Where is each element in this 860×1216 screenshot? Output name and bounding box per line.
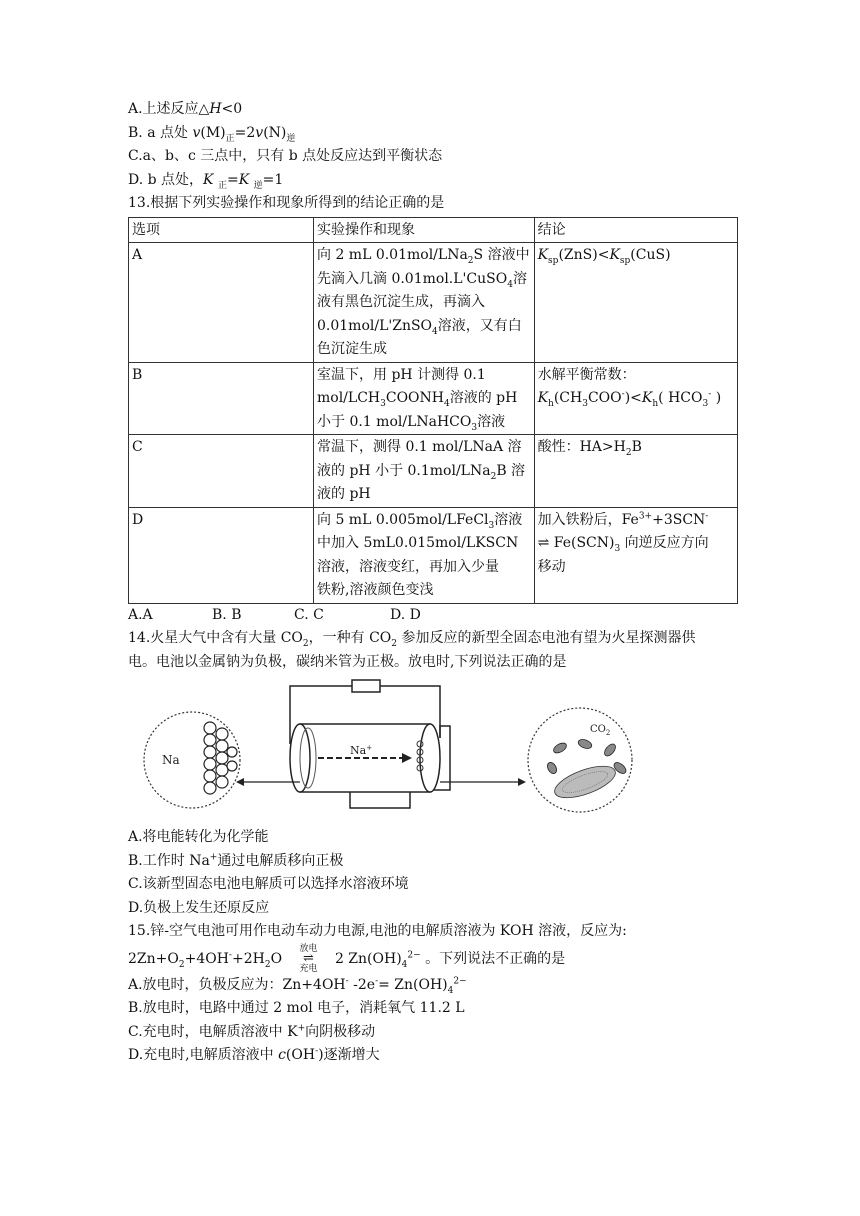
row-d-option: D — [129, 507, 314, 603]
q12-option-a: A.上述反应△H<0 — [128, 101, 243, 117]
reversible-arrow: 放电 ⇌ 充电 — [299, 943, 318, 974]
row-b-option: B — [129, 362, 314, 435]
row-c-conclusion: 酸性：$HA>H_2B$ — [534, 435, 737, 508]
battery-diagram — [140, 678, 740, 824]
row-c-option: C — [129, 435, 314, 508]
q15-option-b: B.放电时，电路中通过 2 mol 电子，消耗氧气 11.2 L — [128, 1000, 465, 1016]
ion-label: Na+ — [350, 744, 373, 757]
q15-reaction-line: $2Zn+O_2+4OH^-+2H_2O$ 放电 ⇌ 充电 2 $Zn(OH)_4^{2-}$ 。下列说法不正确的是 — [128, 943, 566, 974]
q13-answer-options — [128, 604, 740, 628]
header-operation: 实验操作和现象 — [314, 217, 535, 243]
q15-option-c: C.充电时，电解质溶液中 K+向阴极移动 — [128, 1022, 376, 1040]
table-row — [129, 507, 738, 603]
q13-table — [128, 217, 738, 604]
row-d-conclusion: 加入铁粉后，$Fe^{3+}+3SCN^-$ ⇌ $Fe(SCN)_3$ 向逆反应方向 移动 — [534, 507, 737, 603]
table-row — [129, 243, 738, 363]
row-a-option: A — [129, 243, 314, 363]
table-row — [129, 362, 738, 435]
battery-diagram-svg — [140, 678, 740, 824]
table-header-row — [129, 217, 738, 243]
q15-option-d: D.充电时,电解质溶液中 c(OH-)逐渐增大 — [128, 1046, 380, 1063]
q12-option-b: B. a 点处 $v(M)_正=2v(N)_逆$ — [128, 124, 296, 144]
q14-stem-line-1: 14.火星大气中含有大量 $CO_2$，一种有 $CO_2$ 参加反应的新型全固态电池有望为火星探测器供 — [128, 630, 696, 649]
q13-answer-b: B. B — [212, 606, 242, 623]
row-a-operation: 向 2 mL 0.01mol/LNa$_2$S 溶液中 先滴入几滴 0.01mol.L'CuSO$_4$溶 液有黑色沉淀生成，再滴入 0.01mol/L'ZnSO$_4$溶液，又有白 色沉淀生成 — [314, 243, 535, 363]
q13-answer-d: D. D — [390, 606, 421, 623]
row-a-conclusion: $K_{sp}(ZnS)<K_{sp}(CuS)$ — [534, 243, 737, 363]
q14-option-b: B.工作时 Na+通过电解质移向正极 — [128, 851, 344, 869]
q15-stem-line-1: 15.锌-空气电池可用作电动车动力电源,电池的电解质溶液为 KOH 溶液，反应为: — [128, 923, 627, 939]
q13-answer-a: A.A — [128, 606, 153, 623]
co2-label: $CO_2$ — [590, 724, 611, 737]
sodium-label: Na — [162, 753, 180, 767]
row-b-operation: 室温下，用 pH 计测得 0.1 mol/$LCH_3COONH_4$溶液的 pH 小于 0.1 mol/LNaHCO$_3$溶液 — [314, 362, 535, 435]
q12-option-d: D. b 点处，K $_正$=K $_逆$=1 — [128, 171, 284, 191]
document-page — [128, 98, 740, 1068]
q14-option-c: C.该新型固态电池电解质可以选择水溶液环境 — [128, 876, 409, 892]
header-option: 选项 — [129, 217, 314, 243]
row-b-conclusion: 水解平衡常数： $K_h(CH_3COO^-)<K_h$( $HCO_3^-$ ) — [534, 362, 737, 435]
table-row — [129, 435, 738, 508]
row-d-operation: 向 5 mL 0.005mol/LFeCl$_3$溶液 中加入 5mL0.015mol/LKSCN 溶液，溶液变红，再加入少量 铁粉,溶液颜色变浅 — [314, 507, 535, 603]
q13-answer-c: C. C — [294, 606, 324, 623]
q13-stem: 13.根据下列实验操作和现象所得到的结论正确的是 — [128, 195, 445, 211]
header-conclusion: 结论 — [534, 217, 737, 243]
q14-option-d: D.负极上发生还原反应 — [128, 899, 270, 916]
carbon-nanotube-icon — [551, 760, 619, 804]
q12-option-c: C.a、b、c 三点中，只有 b 点处反应达到平衡状态 — [128, 148, 443, 164]
q14-option-a: A.将电能转化为化学能 — [128, 829, 269, 845]
row-c-operation: 常温下，测得 0.1 mol/LNaA 溶 液的 pH 小于 0.1mol/LNa$_2$B 溶 液的 pH — [314, 435, 535, 508]
q14-stem-line-2: 电。电池以金属钠为负极，碳纳米管为正极。放电时,下列说法正确的是 — [128, 653, 567, 670]
resistor-icon — [352, 680, 380, 692]
q15-option-a: A.放电时，负极反应为：Zn+4OH- $-2e^-= Zn(OH)_4^{2-}$ — [128, 975, 467, 996]
